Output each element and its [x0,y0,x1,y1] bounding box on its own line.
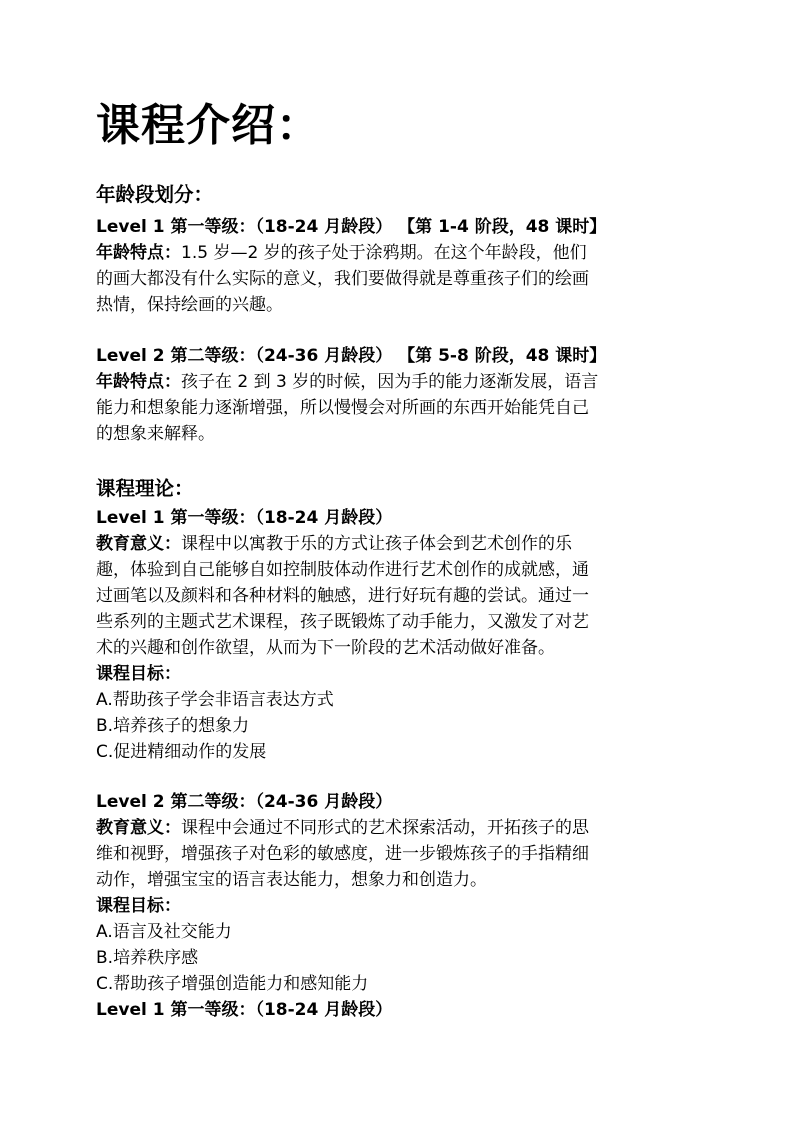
education-meaning-label: 教育意义： [96,818,181,838]
education-meaning-line [96,815,696,841]
age-feature-label: 年龄特点： [96,243,181,263]
goal-item: B.培养秩序感 [96,948,199,968]
body-text-line: 的想象来解释。 [96,424,215,444]
age-section-heading: 年龄段划分： [96,183,214,206]
level-header: Level 1 第一等级：（18-24 月龄段） 【第 1-4 阶段，48 课时】 [96,217,607,237]
goal-item: C.帮助孩子增强创造能力和感知能力 [96,974,369,994]
age-feature-text: 孩子在 2 到 3 岁的时候，因为手的能力逐渐发展，语言 [181,372,599,392]
course-goals-label: 课程目标： [96,896,181,916]
education-meaning-text: 课程中以寓教于乐的方式让孩子体会到艺术创作的乐 [181,534,572,554]
level-header: Level 2 第二等级：（24-36 月龄段） [96,792,393,812]
body-text-line: 趣，体验到自己能够自如控制肢体动作进行艺术创作的成就感，通 [96,560,589,580]
body-text-line: 维和视野，增强孩子对色彩的敏感度，进一步锻炼孩子的手指精细 [96,844,589,864]
theory-level-2 [96,789,696,1023]
body-text-line: 些系列的主题式艺术课程，孩子既锻炼了动手能力，又激发了对艺 [96,612,589,632]
body-text-line: 动作，增强宝宝的语言表达能力，想象力和创造力。 [96,870,487,890]
education-meaning-label: 教育意义： [96,534,181,554]
body-text-line: 能力和想象能力逐渐增强，所以慢慢会对所画的东西开始能凭自己 [96,398,589,418]
age-level-2 [96,343,696,447]
education-meaning-text: 课程中会通过不同形式的艺术探索活动，开拓孩子的思 [181,818,589,838]
age-level-1 [96,214,696,318]
body-text-line: 的画大都没有什么实际的意义，我们要做得就是尊重孩子们的绘画 [96,269,589,289]
theory-level-1 [96,505,696,765]
level-header: Level 1 第一等级：（18-24 月龄段） [96,1000,393,1020]
goal-item: A.语言及社交能力 [96,922,232,942]
body-text-line: 热情，保持绘画的兴趣。 [96,295,283,315]
education-meaning-line [96,531,696,557]
course-goals-label: 课程目标： [96,664,181,684]
body-text-line: 过画笔以及颜料和各种材料的触感，进行好玩有趣的尝试。通过一 [96,586,589,606]
age-feature-label: 年龄特点： [96,372,181,392]
goal-item: B.培养孩子的想象力 [96,716,250,736]
page-title: 课程介绍： [96,100,321,151]
goal-item: C.促进精细动作的发展 [96,742,267,762]
age-feature-line [96,369,696,395]
age-feature-text: 1.5 岁—2 岁的孩子处于涂鸦期。在这个年龄段，他们 [181,243,587,263]
level-header: Level 2 第二等级：（24-36 月龄段） 【第 5-8 阶段，48 课时】 [96,346,607,366]
goal-item: A.帮助孩子学会非语言表达方式 [96,690,334,710]
age-feature-line [96,240,696,266]
theory-section [96,476,696,502]
level-header: Level 1 第一等级：（18-24 月龄段） [96,508,393,528]
theory-section-heading: 课程理论： [96,477,194,500]
body-text-line: 术的兴趣和创作欲望，从而为下一阶段的艺术活动做好准备。 [96,638,555,658]
age-section [96,182,696,208]
